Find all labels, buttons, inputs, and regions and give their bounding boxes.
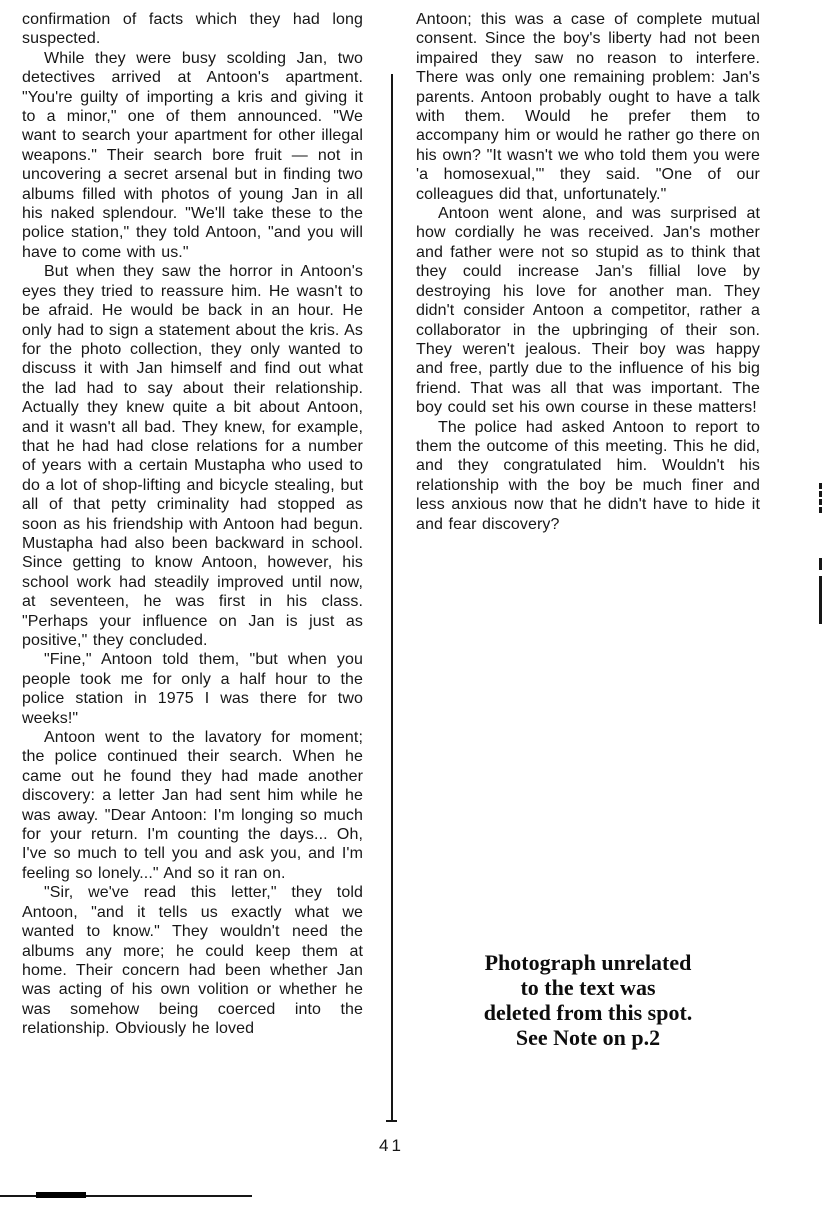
right-column [416, 10, 760, 534]
paragraph: While they were busy scolding Jan, two detectives arrived at Antoon's apartment. "You're guilty of importing a kris and giving it to a minor," one of them announced. "We want to search your apartment for other illegal weapons." Their search bore fruit — not in uncovering a secret arsenal but in finding two albums filled with photos of young Jan in all his naked splendour. "We'll take these to the police station," they told Antoon, "and you will have to come with us." [22, 49, 363, 261]
paragraph: But when they saw the horror in Antoon's eyes they tried to reassure him. He wasn't to be afraid. He would be back in an hour. He only had to sign a statement about the kris. As for the photo collection, they only wanted to discuss it with Jan himself and find out what the lad had to say about their relationship. Actually they knew quite a bit about Antoon, and it wasn't all bad. They knew, for example, that he had had close relations for a number of years with a certain Mustapha who used to do a lot of shop-lifting and bicycle stealing, but all of that petty criminality had stopped as soon as his friendship with Antoon had begun. Mustapha had also been backward in school. Since getting to know Antoon, however, his school work had steadily improved until now, at seventeen, he was first in his class. "Perhaps your influence on Jan is just as positive," they concluded. [22, 263, 364, 649]
photo-deleted-notice [416, 950, 760, 1050]
scan-edge-artifact-lower [819, 576, 822, 624]
notice-line: See Note on p.2 [515, 1025, 661, 1050]
page-number: 41 [379, 1136, 404, 1155]
paragraph: Antoon went to the lavatory for moment; the police continued their search. When he came out he found they had made another discovery: a letter Jan had sent him while he was away. "Dear Antoon: I'm longing so much for your return. I'm counting the days... Oh, I've so much to tell you and ask you, and I'm feeling so lonely..." And so it ran on. [22, 729, 363, 882]
paragraph: "Fine," Antoon told them, "but when you people took me for only a half hour to the police station in 1975 I was there for two weeks!" [22, 651, 363, 727]
paragraph: confirmation of facts which they had long suspected. [22, 11, 363, 48]
scan-edge-artifact-middle [819, 558, 822, 570]
paragraph: "Sir, we've read this letter," they told Antoon, "and it tells us exactly what we wanted to know." They wouldn't need the albums any more; he could keep them at home. Their concern had been whether Jan was acting of his own volition or whether he was somehow being coerced into the relationship. Obviously he loved [22, 884, 363, 1038]
column-divider-rule [391, 74, 393, 1122]
paragraph: The police had asked Antoon to report to them the outcome of this meeting. This he did, and they congratulated him. Wouldn't his relationship with the boy be much finer and less anxious now that he didn't have to hide it and fear discovery? [416, 418, 760, 533]
paragraph: Antoon; this was a case of complete mutual consent. Since the boy's liberty had not been impaired they saw no reason to interfere. There was only one remaining problem: Jan's parents. Antoon probably ought to have a talk with them. Would he prefer them to accompany him or would he rather go there on his own? "It wasn't we who told them you were 'a homosexual,'" they said. "One of our colleagues did that, unfortunately." [416, 11, 760, 203]
notice-line: to the text was [520, 975, 656, 1000]
bottom-edge-rule-thick-segment [36, 1192, 86, 1198]
notice-line: Photograph unrelated [484, 950, 692, 975]
column-divider-end-tick [386, 1120, 397, 1122]
scan-edge-artifact-upper [819, 483, 822, 513]
notice-line: deleted from this spot. [483, 1000, 693, 1025]
left-column [22, 10, 363, 1039]
paragraph: Antoon went alone, and was surprised at how cordially he was received. Jan's mother and father were not so stupid as to think that they could increase Jan's fillial love by destroying his love for another man. They didn't consider Antoon a competitor, rather a collaborator in the upbringing of their son. They weren't jealous. Their boy was happy and free, partly due to the influence of his big friend. That was all that was important. The boy could set his own course in these matters! [416, 205, 760, 417]
